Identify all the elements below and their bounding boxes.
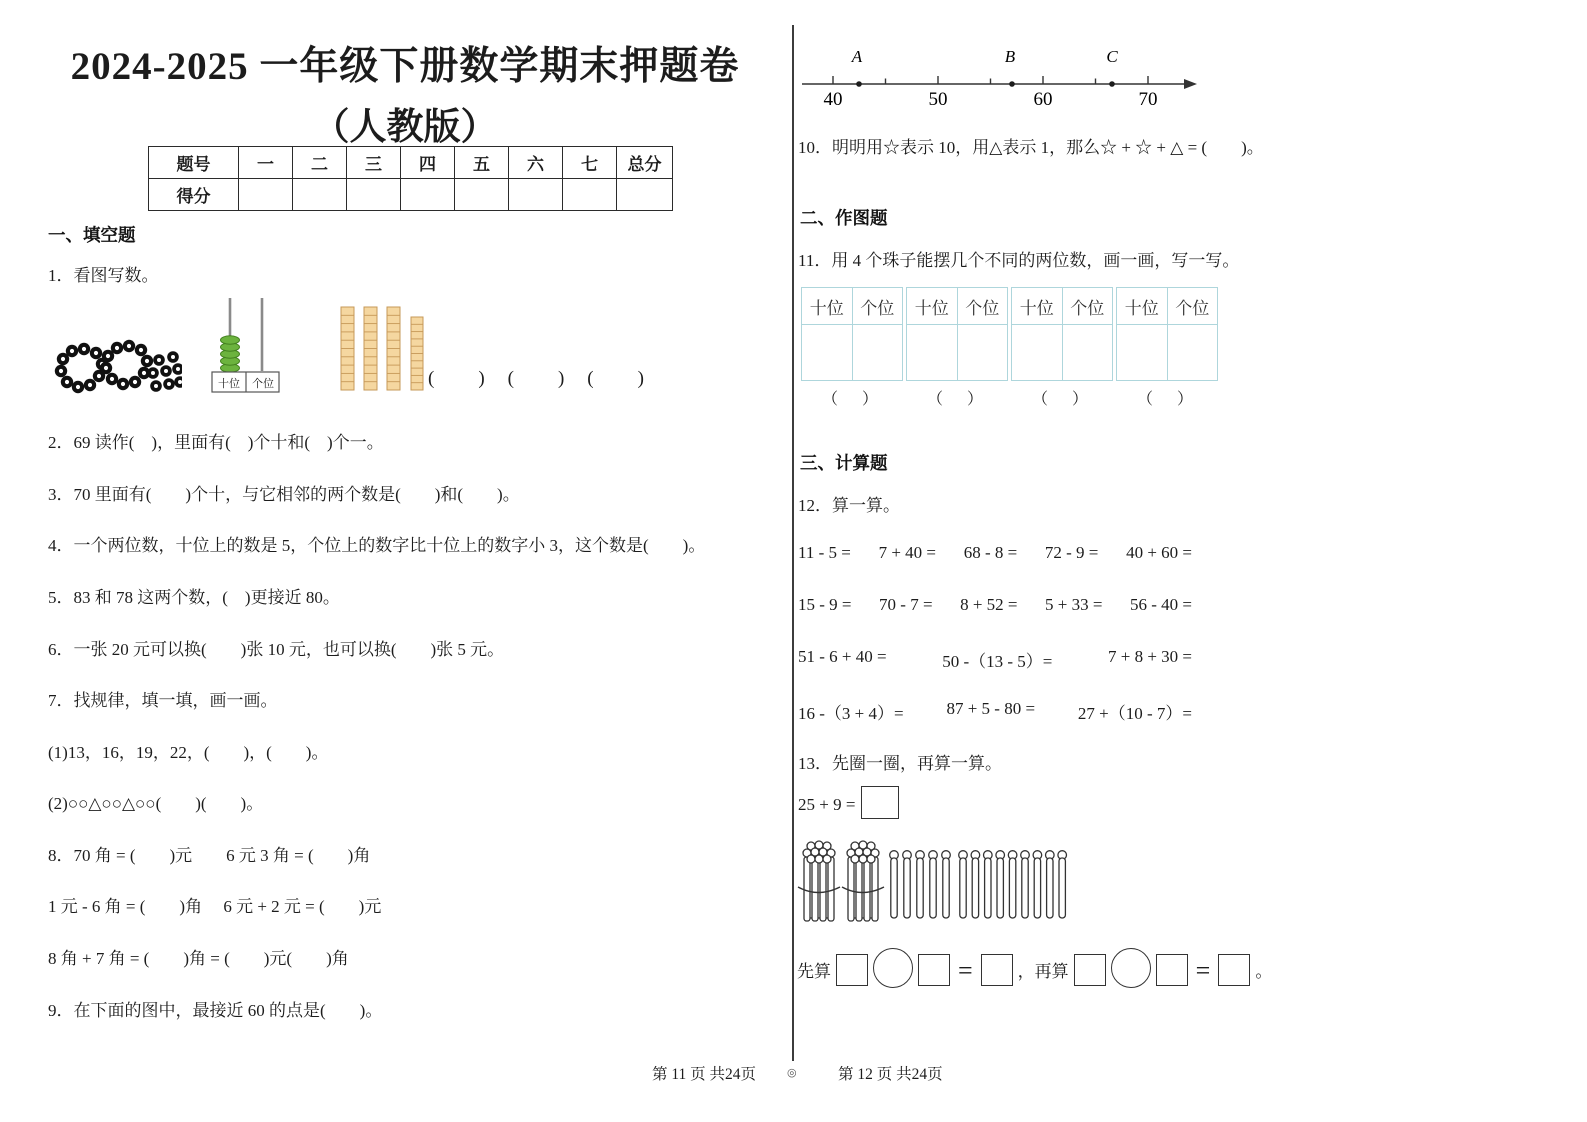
exam-subtitle: （人教版） <box>312 107 498 148</box>
operator-circle <box>873 948 913 988</box>
question-2-text: 2．69 读作( )，里面有( )个十和( )个一。 <box>48 433 384 452</box>
bead-ring-2 <box>100 340 153 390</box>
stick-bundle-1 <box>798 841 840 921</box>
operand-box <box>1156 954 1188 986</box>
point-label-B: B <box>1004 47 1016 66</box>
calc-item: 51 - 6 + 40 = <box>798 647 887 666</box>
score-header-cell: 题号 <box>149 147 239 179</box>
question-13-equation-row <box>797 948 1272 986</box>
section-heading-drawing: 二、作图题 <box>800 208 888 228</box>
score-header-cell: 五 <box>455 147 509 179</box>
calc-item: 11 - 5 = <box>798 543 851 562</box>
single-sticks-group-of-5 <box>890 851 951 918</box>
score-cell <box>617 179 673 211</box>
operand-box <box>1074 954 1106 986</box>
equals-sign: = <box>1195 956 1211 985</box>
abacus-tens-label: 十位 <box>218 378 240 390</box>
question-3-text: 3．70 里面有( )个十，与它相邻的两个数是( )和( )。 <box>48 485 520 504</box>
tick-label-50: 50 <box>928 89 948 110</box>
pv-ones-header: 个位 <box>852 288 903 325</box>
pv-tens-cell <box>1117 325 1168 381</box>
question-10-text: 10．明明用☆表示 10，用△表示 1，那么☆ + ☆ + △ = ( )。 <box>798 138 1264 157</box>
sentence-period: 。 <box>1255 962 1273 981</box>
tick-label-40: 40 <box>823 89 843 110</box>
pv-ones-cell <box>1062 325 1113 381</box>
point-label-C: C <box>1106 47 1118 66</box>
calc-item: 8 + 52 = <box>960 595 1018 614</box>
abacus-ones-label: 个位 <box>252 378 274 390</box>
stick-bundle-2 <box>842 841 884 921</box>
tick-label-70: 70 <box>1138 89 1158 110</box>
pv-ones-header: 个位 <box>1167 288 1218 325</box>
calc-item: 87 + 5 - 80 = <box>946 699 1036 718</box>
pv-ones-header: 个位 <box>1062 288 1113 325</box>
result-box <box>981 954 1013 986</box>
place-value-table-4 <box>1116 287 1218 409</box>
score-header-cell: 二 <box>293 147 347 179</box>
pv-tens-header: 十位 <box>802 288 853 325</box>
score-table-score-row <box>149 179 673 211</box>
score-table <box>148 146 673 211</box>
question-8-line2: 1 元 - 6 角 = ( )角 6 元 + 2 元 = ( )元 <box>48 897 382 916</box>
calc-item: 56 - 40 = <box>1130 595 1192 614</box>
score-header-cell: 六 <box>509 147 563 179</box>
score-cell <box>509 179 563 211</box>
tick-label-60: 60 <box>1033 89 1053 110</box>
score-cell <box>239 179 293 211</box>
pv-tens-header: 十位 <box>907 288 958 325</box>
calc-item: 15 - 9 = <box>798 595 852 614</box>
place-value-table-2 <box>906 287 1008 409</box>
question-8-line1: 8．70 角 = ( )元 6 元 3 角 = ( )角 <box>48 846 371 865</box>
pv-tens-cell <box>802 325 853 381</box>
question-6-text: 6．一张 20 元可以换( )张 10 元，也可以换( )张 5 元。 <box>48 640 505 659</box>
pv-answer-blank: （ ） <box>1136 391 1197 408</box>
pv-ones-cell <box>1167 325 1218 381</box>
question-8-line3: 8 角 + 7 角 = ( )角 = ( )元( )角 <box>48 949 349 968</box>
question-13-expression <box>798 786 899 819</box>
counting-sticks-figure-icon <box>797 838 1069 926</box>
question-7-text: 7．找规律，填一填，画一画。 <box>48 691 278 710</box>
score-header-cell: 七 <box>563 147 617 179</box>
pv-answer-blank: （ ） <box>1031 391 1092 408</box>
pv-ones-header: 个位 <box>957 288 1008 325</box>
score-cell <box>293 179 347 211</box>
question-13-text: 13．先圈一圈，再算一算。 <box>798 754 1002 773</box>
second-calc-label: ，再算 <box>1017 962 1069 981</box>
place-value-table-1 <box>801 287 903 409</box>
score-cell <box>401 179 455 211</box>
number-line-ticks <box>833 76 1148 84</box>
pv-answer-blank: （ ） <box>926 391 987 408</box>
point-label-A: A <box>851 47 863 66</box>
calc-item: 72 - 9 = <box>1044 543 1099 562</box>
page-divider-line <box>792 25 794 1061</box>
calc-item: 70 - 7 = <box>879 595 933 614</box>
pv-tens-cell <box>1012 325 1063 381</box>
exam-title: 2024-2025 一年级下册数学期末押题卷 <box>70 45 740 88</box>
calc-row-1 <box>798 543 1192 563</box>
calc-item: 27 +（10 - 7）= <box>1077 704 1192 723</box>
result-box <box>1218 954 1250 986</box>
question-1-text: 1．看图写数。 <box>48 266 159 285</box>
answer-box <box>861 786 899 819</box>
pv-ones-cell <box>957 325 1008 381</box>
footer-page-number-left: 第 11 页 共24页 <box>652 1066 757 1083</box>
calc-item: 50 -（13 - 5）= <box>942 652 1053 671</box>
score-cell <box>455 179 509 211</box>
question-7-sub2: (2)○○△○○△○○( )( )。 <box>48 794 264 813</box>
calc-item: 68 - 8 = <box>963 543 1018 562</box>
score-cell <box>347 179 401 211</box>
single-sticks-group-of-9 <box>959 851 1067 918</box>
score-header-cell: 三 <box>347 147 401 179</box>
footer-page-number-right: 第 12 页 共24页 <box>838 1066 943 1083</box>
section-heading-calculation: 三、计算题 <box>800 453 888 473</box>
score-row-label: 得分 <box>149 179 239 211</box>
calc-item: 7 + 8 + 30 = <box>1107 647 1192 666</box>
expression-text: 25 + 9 = <box>798 795 856 814</box>
score-header-cell: 四 <box>401 147 455 179</box>
calc-item: 16 -（3 + 4）= <box>798 704 904 723</box>
operator-circle <box>1111 948 1151 988</box>
question-9-text: 9．在下面的图中，最接近 60 的点是( )。 <box>48 1001 383 1020</box>
score-cell <box>563 179 617 211</box>
operand-box <box>918 954 950 986</box>
question-7-sub1: (1)13，16，19，22，( )，( )。 <box>48 743 329 762</box>
operand-box <box>836 954 868 986</box>
calc-item: 40 + 60 = <box>1126 543 1192 562</box>
number-line-figure <box>800 44 1200 110</box>
abacus-figure-icon <box>211 294 281 394</box>
question-1-answer-blanks: ( ) ( ) ( ) <box>428 368 646 389</box>
score-header-cell: 一 <box>239 147 293 179</box>
pv-tens-header: 十位 <box>1117 288 1168 325</box>
abacus-tens-beads <box>221 336 240 372</box>
base-ten-rods-figure-icon <box>336 300 428 395</box>
score-table-header-row <box>149 147 673 179</box>
place-value-tables-row <box>801 287 1218 409</box>
pv-tens-header: 十位 <box>1012 288 1063 325</box>
question-12-text: 12．算一算。 <box>798 496 900 515</box>
question-4-text: 4．一个两位数，十位上的数是 5，个位上的数字比十位上的数字小 3，这个数是( )。 <box>48 536 706 555</box>
bead-rings-figure-icon <box>52 326 182 402</box>
footer-divider-mark: ◎ <box>787 1067 797 1079</box>
calc-item: 5 + 33 = <box>1045 595 1103 614</box>
equals-sign: = <box>958 956 973 985</box>
calc-row-3 <box>798 647 1192 672</box>
pv-ones-cell <box>852 325 903 381</box>
pv-tens-cell <box>907 325 958 381</box>
place-value-table-3 <box>1011 287 1113 409</box>
section-heading-fill-in: 一、填空题 <box>48 225 136 245</box>
first-calc-label: 先算 <box>797 962 831 981</box>
pv-answer-blank: （ ） <box>821 391 882 408</box>
calc-item: 7 + 40 = <box>878 543 936 562</box>
question-11-text: 11．用 4 个珠子能摆几个不同的两位数，画一画，写一写。 <box>798 251 1240 270</box>
score-header-cell: 总分 <box>617 147 673 179</box>
calc-row-4 <box>798 699 1192 724</box>
calc-row-2 <box>798 595 1192 615</box>
question-5-text: 5．83 和 78 这两个数，( )更接近 80。 <box>48 588 340 607</box>
